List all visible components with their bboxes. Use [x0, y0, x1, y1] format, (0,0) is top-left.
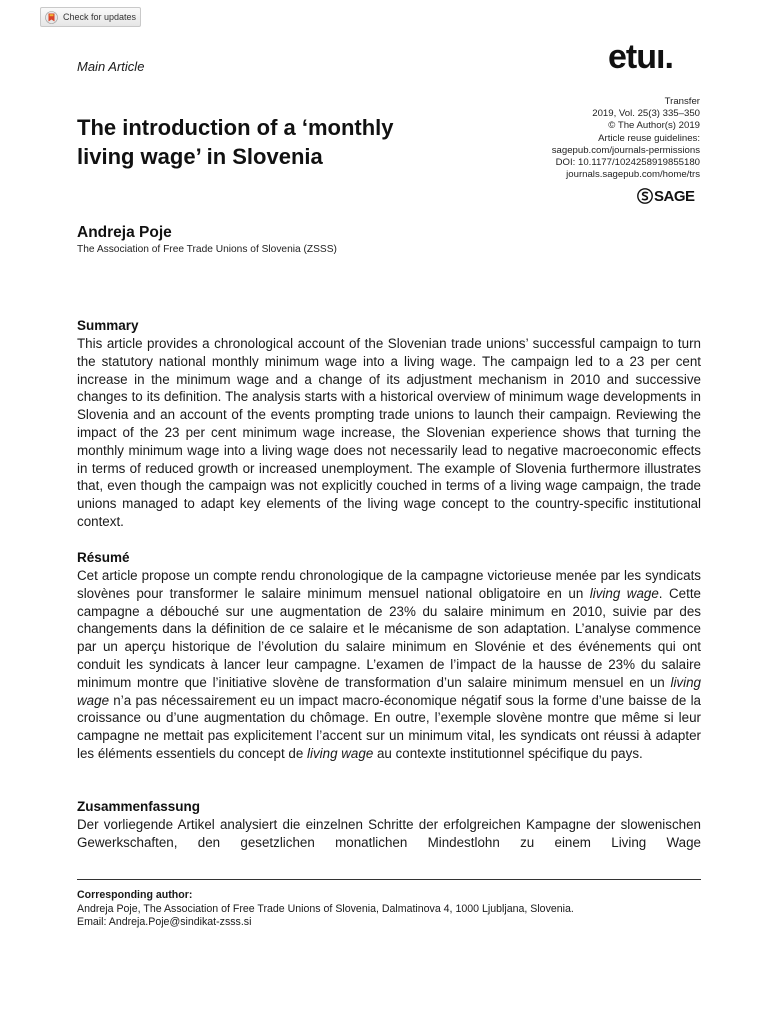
zusammenfassung-section	[77, 798, 701, 852]
resume-text-part-3: n’a pas nécessairement eu un impact macro-économique négatif sous la forme d’une baisse de la croissance ou d’une augmentation du chômage. En outre, l’exemple slovène montre que même si leur campagne ne mettait pas explicitement l’accent sur un minimum vital, les syndicats ont réussi à adapter les éléments essentiels du concept de	[77, 692, 701, 761]
resume-section	[77, 549, 701, 763]
resume-text-part-4: au contexte institutionnel spécifique du pays.	[373, 745, 643, 761]
doi[interactable]: DOI: 10.1177/1024258919855180	[555, 157, 700, 169]
title-line-1: The introduction of a ‘monthly	[77, 115, 394, 140]
resume-emphasis-1: living wage	[589, 585, 659, 601]
resume-text-part-2: . Cette campagne a débouché sur une augmentation de 23% du salaire minimum en 2010, suivie par des changements dans la définition de ce salaire et le mécanisme de son adaptation. L’analyse commence par un aperçu historique de l’évolution du salaire minimum en Slovénie et des événements qui ont conduit les syndicats à lancer leur campagne. L’examen de l’impact de la hausse de 23% du salaire minimum montre que l’initiative slovène de transformation d’un salaire minimum mensuel en un	[77, 585, 701, 690]
sage-icon	[637, 188, 653, 204]
title-line-2: living wage’ in Slovenia	[77, 144, 323, 169]
corresponding-author-address: Andreja Poje, The Association of Free Trade Unions of Slovenia, Dalmatinova 4, 1000 Ljubljana, Slovenia.	[77, 902, 574, 915]
check-for-updates-label: Check for updates	[63, 12, 137, 22]
copyright: © The Author(s) 2019	[608, 120, 700, 132]
sage-label: SAGE	[654, 187, 695, 205]
corresponding-author-email[interactable]: Email: Andreja.Poje@sindikat-zsss.si	[77, 916, 252, 928]
sage-logo	[637, 187, 695, 205]
reuse-label: Article reuse guidelines:	[598, 132, 700, 144]
check-for-updates-button[interactable]	[40, 7, 141, 27]
author-name: Andreja Poje	[77, 224, 172, 241]
check-updates-icon	[45, 11, 58, 24]
journal-meta	[552, 96, 700, 181]
article-title	[77, 113, 497, 171]
journal-name: Transfer	[664, 96, 700, 107]
resume-emphasis-2: living wage	[77, 674, 701, 708]
corresponding-author-label: Corresponding author:	[77, 889, 193, 901]
etui-logo: etuı.	[608, 38, 673, 76]
journal-volume: 2019, Vol. 25(3) 335–350	[592, 108, 700, 120]
author-affiliation: The Association of Free Trade Unions of Slovenia (ZSSS)	[77, 244, 337, 255]
zusammenfassung-text: Der vorliegende Artikel analysiert die einzelnen Schritte der erfolgreichen Kampagne der slowenischen Gewerkschaften, den gesetzlichen monatlichen Mindestlohn zu einem Living Wage	[77, 817, 701, 850]
footnote-divider	[77, 879, 701, 880]
summary-heading: Summary	[77, 318, 139, 333]
resume-heading: Résumé	[77, 550, 130, 565]
summary-text: This article provides a chronological account of the Slovenian trade unions’ successful campaign to turn the statutory national monthly minimum wage into a living wage. The campaign led to a 23 per cent increase in the minimum wage and a change of its adjustment mechanism in 2010 and successive changes to its definition. The analysis starts with a historical overview of minimum wage developments in Slovenia and an account of the events prompting trade unions to launch their campaign. Reviewing the impact of the 23 per cent minimum wage increase, the Slovenian experience shows that turning the monthly minimum wage into a living wage does not necessarily lead to negative macroeconomic effects in terms of reduced growth or increased unemployment. The example of Slovenia furthermore illustrates that, even though the campaign was not explicitly couched in terms of a living wage campaign, the trade unions managed to adapt key elements of the living wage concept to the country-specific institutional context.	[77, 336, 701, 529]
zusammenfassung-heading: Zusammenfassung	[77, 799, 201, 814]
resume-emphasis-3: living wage	[307, 745, 374, 761]
resume-text	[77, 567, 701, 763]
section-label: Main Article	[77, 59, 145, 74]
summary-section	[77, 317, 701, 531]
corresponding-author-note	[77, 889, 574, 930]
journal-home-link[interactable]: journals.sagepub.com/home/trs	[566, 169, 700, 181]
permissions-link[interactable]: sagepub.com/journals-permissions	[551, 144, 700, 156]
resume-text-part-1: Cet article propose un compte rendu chronologique de la campagne victorieuse menée par les syndicats slovènes pour transformer le salaire minimum mensuel national obligatoire en un	[77, 568, 701, 601]
